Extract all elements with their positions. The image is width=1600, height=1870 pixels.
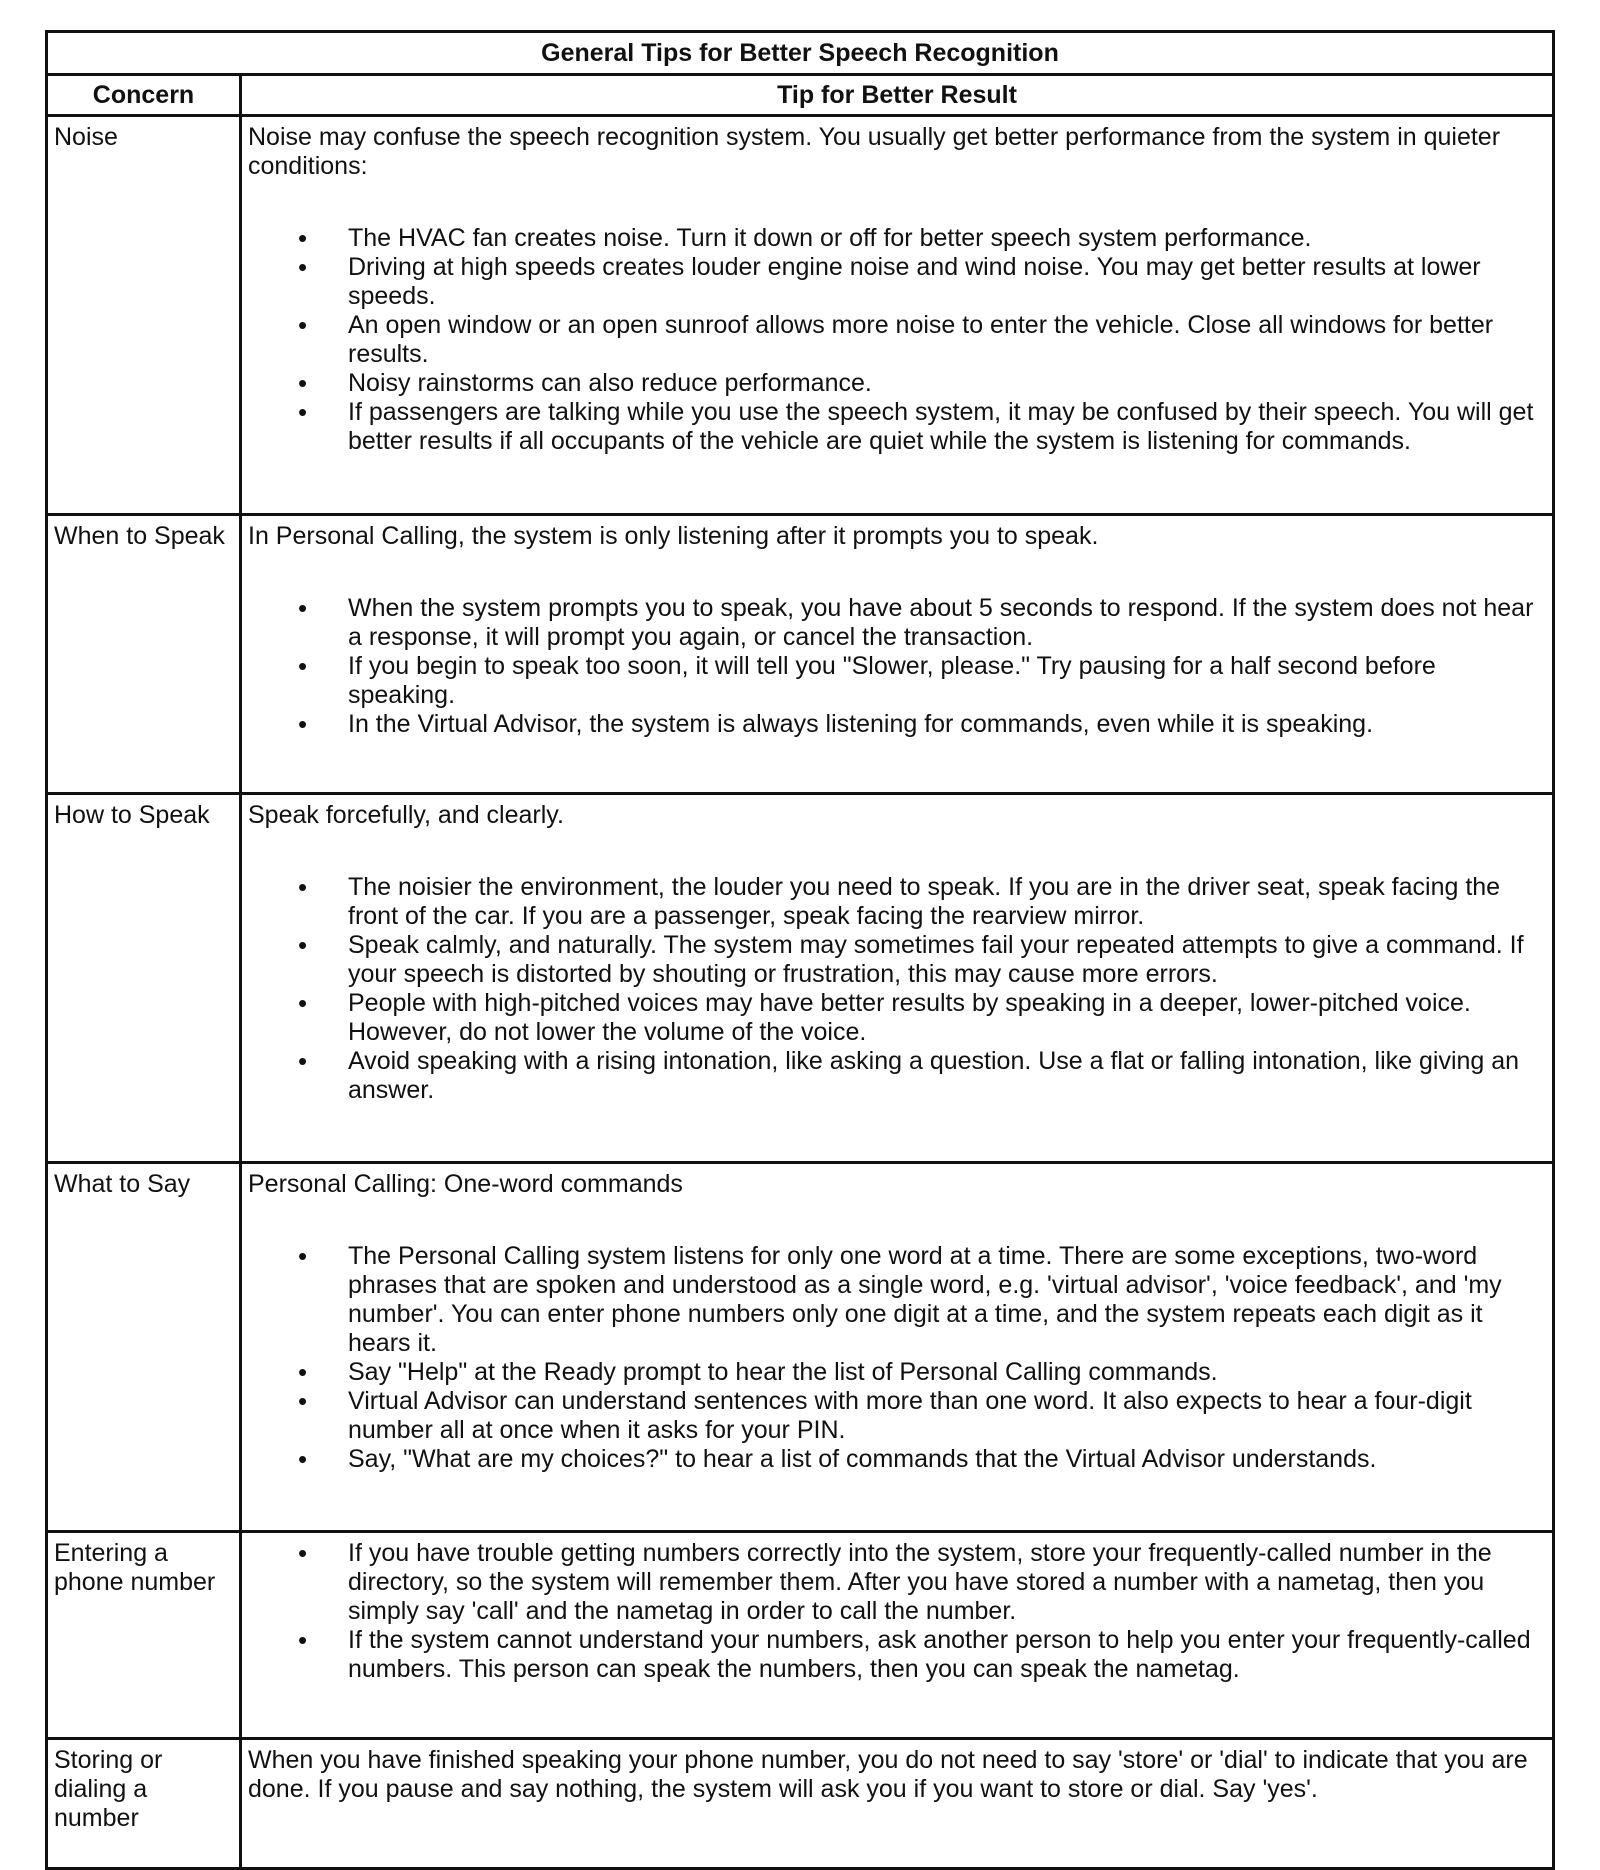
table-title: General Tips for Better Speech Recognition	[47, 32, 1554, 75]
tip-bullet: • If you have trouble getting numbers correctly into the system, store your frequently-called number in the directory, so the system will remember them. After you have stored a number with a nametag, then you simply say 'call' and the nametag in order to call the number.	[248, 1539, 1544, 1626]
concern-cell: When to Speak	[47, 515, 241, 794]
tip-cell	[241, 1532, 1554, 1739]
tip-bullet: • The HVAC fan creates noise. Turn it down or off for better speech system performance.	[248, 224, 1544, 253]
table-row	[47, 515, 1554, 794]
tip-bullet: • If you begin to speak too soon, it will tell you "Slower, please." Try pausing for a half second before speaking.	[248, 652, 1544, 710]
tip-bullet: • Speak calmly, and naturally. The system may sometimes fail your repeated attempts to give a command. If your speech is distorted by shouting or frustration, this may cause more errors.	[248, 931, 1544, 989]
table-row	[47, 116, 1554, 515]
tip-bullet-list	[248, 1242, 1544, 1474]
tip-cell	[241, 794, 1554, 1163]
tip-bullet: • In the Virtual Advisor, the system is always listening for commands, even while it is speaking.	[248, 710, 1544, 739]
concern-cell: Storing or dialing a number	[47, 1739, 241, 1869]
tip-header: Tip for Better Result	[241, 75, 1554, 116]
tip-bullet: • Say, "What are my choices?" to hear a list of commands that the Virtual Advisor understands.	[248, 1445, 1544, 1474]
tip-bullet: • When the system prompts you to speak, you have about 5 seconds to respond. If the system does not hear a response, it will prompt you again, or cancel the transaction.	[248, 594, 1544, 652]
tip-bullet-list	[248, 224, 1544, 456]
tip-bullet: • If passengers are talking while you use the speech system, it may be confused by their speech. You will get better results if all occupants of the vehicle are quiet while the system is listening for commands.	[248, 398, 1544, 456]
tips-table	[45, 30, 1555, 1870]
tip-cell	[241, 515, 1554, 794]
concern-header: Concern	[47, 75, 241, 116]
tip-bullet: • Virtual Advisor can understand sentences with more than one word. It also expects to hear a four-digit number all at once when it asks for your PIN.	[248, 1387, 1544, 1445]
concern-cell: What to Say	[47, 1163, 241, 1532]
concern-cell: Entering a phone number	[47, 1532, 241, 1739]
tip-intro: Personal Calling: One-word commands	[248, 1170, 683, 1198]
tip-intro: Speak forcefully, and clearly.	[248, 801, 564, 829]
tip-intro: In Personal Calling, the system is only listening after it prompts you to speak.	[248, 522, 1099, 550]
tip-bullet-list	[248, 594, 1544, 739]
tip-bullet-list	[248, 873, 1544, 1105]
concern-cell: How to Speak	[47, 794, 241, 1163]
table-row	[47, 1532, 1554, 1739]
title-row	[47, 32, 1554, 75]
tip-bullet: • Say "Help" at the Ready prompt to hear the list of Personal Calling commands.	[248, 1358, 1544, 1387]
tip-bullet: • The Personal Calling system listens for only one word at a time. There are some exceptions, two-word phrases that are spoken and understood as a single word, e.g. 'virtual advisor', 'voice feedback', and 'my number'. You can enter phone numbers only one digit at a time, and the system repeats each digit as it hears it.	[248, 1242, 1544, 1358]
table-row	[47, 1739, 1554, 1869]
tip-bullet-list	[248, 1539, 1544, 1684]
tip-bullet: • Driving at high speeds creates louder engine noise and wind noise. You may get better results at lower speeds.	[248, 253, 1544, 311]
tip-bullet: • Avoid speaking with a rising intonation, like asking a question. Use a flat or falling intonation, like giving an answer.	[248, 1047, 1544, 1105]
tip-cell	[241, 1163, 1554, 1532]
tip-intro: Noise may confuse the speech recognition system. You usually get better performance from the system in quieter conditions:	[248, 123, 1501, 180]
tip-cell	[241, 116, 1554, 515]
tip-bullet: • Noisy rainstorms can also reduce performance.	[248, 369, 1544, 398]
tip-bullet: • The noisier the environment, the louder you need to speak. If you are in the driver seat, speak facing the front of the car. If you are a passenger, speak facing the rearview mirror.	[248, 873, 1544, 931]
tip-bullet: • People with high-pitched voices may have better results by speaking in a deeper, lower-pitched voice. However, do not lower the volume of the voice.	[248, 989, 1544, 1047]
tip-intro: When you have finished speaking your phone number, you do not need to say 'store' or 'dial' to indicate that you are done. If you pause and say nothing, the system will ask you if you want to store or dial. Say 'yes'.	[248, 1746, 1528, 1803]
header-row	[47, 75, 1554, 116]
tip-bullet: • An open window or an open sunroof allows more noise to enter the vehicle. Close all windows for better results.	[248, 311, 1544, 369]
table-row	[47, 1163, 1554, 1532]
tip-bullet: • If the system cannot understand your numbers, ask another person to help you enter your frequently-called numbers. This person can speak the numbers, then you can speak the nametag.	[248, 1626, 1544, 1684]
tip-cell	[241, 1739, 1554, 1869]
concern-cell: Noise	[47, 116, 241, 515]
table-row	[47, 794, 1554, 1163]
